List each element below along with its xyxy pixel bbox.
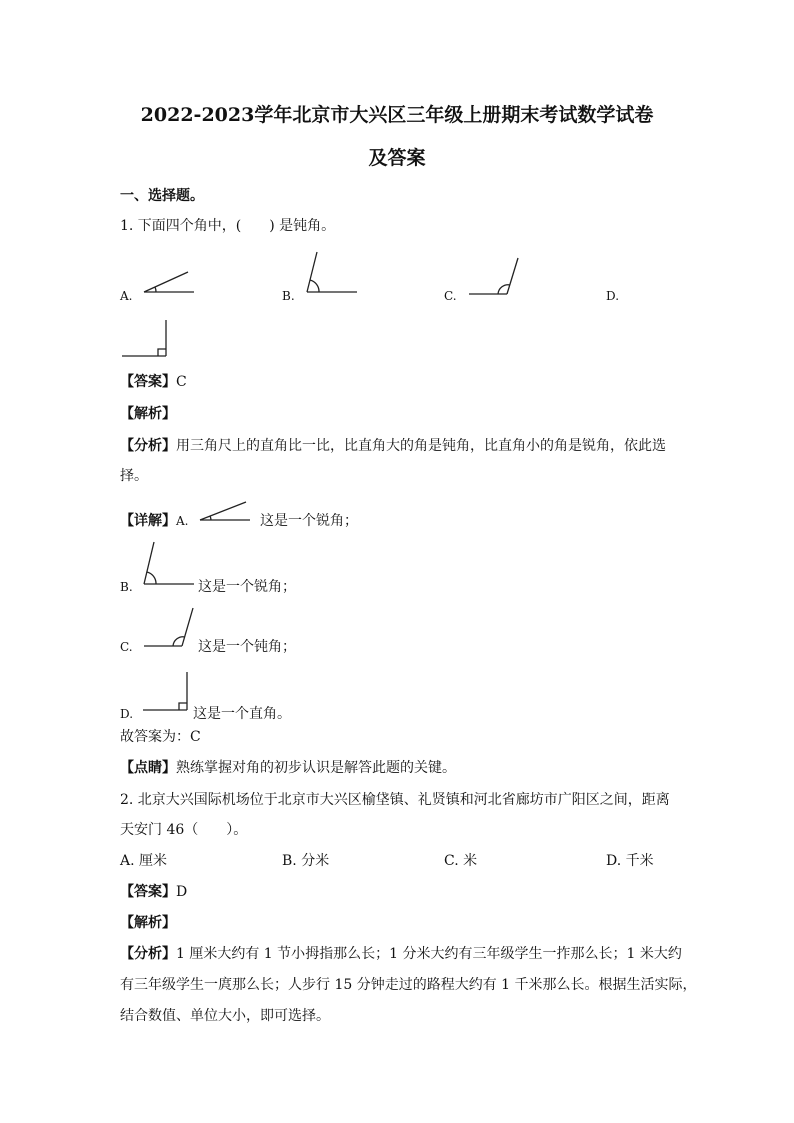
- q1-detail-a-angle: [200, 500, 252, 524]
- q1-detail-b-text: 这是一个锐角；: [198, 579, 296, 595]
- q1-option-d-angle: [122, 318, 170, 360]
- q1-answer: 【答案】C: [120, 374, 187, 390]
- q1-fenxi: 【分析】用三角尺上的直角比一比，比直角大的角是钝角，比直角小的角是锐角，依此选: [120, 438, 666, 454]
- q1-detail-a: 【详解】A.: [120, 513, 189, 529]
- q2-option-d: D. 千米: [606, 853, 654, 869]
- q1-jiexi: 【解析】: [120, 406, 176, 422]
- q2-fenxi-cont2: 结合数值、单位大小，即可选择。: [120, 1008, 330, 1024]
- q1-stem: 1. 下面四个角中，( ) 是钝角。: [120, 218, 336, 234]
- q1-option-a-label: A.: [120, 289, 133, 303]
- q2-fenxi-cont: 有三年级学生一庹那么长；人步行 15 分钟走过的路程大约有 1 千米那么长。根据生活实际，: [120, 977, 697, 993]
- q2-option-b: B. 分米: [282, 853, 330, 869]
- q2-option-a: A. 厘米: [120, 853, 168, 869]
- q2-jiexi: 【解析】: [120, 915, 176, 931]
- q1-option-a-angle: [144, 270, 196, 296]
- section-heading: 一、选择题。: [120, 188, 204, 204]
- q1-detail-c-text: 这是一个钝角；: [198, 639, 296, 655]
- q2-fenxi: 【分析】1 厘米大约有 1 节小拇指那么长；1 分米大约有三年级学生一拃那么长；1 米大约: [120, 946, 682, 962]
- q1-option-b-label: B.: [282, 289, 295, 303]
- q1-detail-d-angle: [143, 670, 191, 712]
- q1-detail-a-text: 这是一个锐角；: [260, 513, 358, 529]
- page-title: 2022-2023学年北京市大兴区三年级上册期末考试数学试卷: [140, 104, 654, 126]
- q2-stem-cont: 天安门 46（ ）。: [120, 822, 248, 838]
- q1-detail-c-angle: [144, 606, 196, 648]
- q1-option-b-angle: [305, 250, 359, 296]
- q2-option-c: C. 米: [444, 853, 478, 869]
- q1-fenxi-cont: 择。: [120, 468, 148, 484]
- q2-answer: 【答案】D: [120, 884, 188, 900]
- page-title-line2: 及答案: [368, 147, 426, 169]
- q1-detail-d-label: D.: [120, 707, 134, 721]
- q1-detail-b-angle: [142, 540, 196, 588]
- q1-option-c-angle: [469, 256, 521, 296]
- q1-detail-b-label: B.: [120, 580, 133, 594]
- q1-option-d-label: D.: [606, 289, 620, 303]
- q1-dianjing: 【点睛】熟练掌握对角的初步认识是解答此题的关键。: [120, 760, 456, 776]
- q1-detail-c-label: C.: [120, 640, 133, 654]
- q1-option-c-label: C.: [444, 289, 457, 303]
- q1-detail-d-text: 这是一个直角。: [193, 706, 291, 722]
- q2-stem: 2. 北京大兴国际机场位于北京市大兴区榆垡镇、礼贤镇和河北省廊坊市广阳区之间，距离: [120, 792, 670, 808]
- q1-final-answer: 故答案为：C: [120, 729, 201, 745]
